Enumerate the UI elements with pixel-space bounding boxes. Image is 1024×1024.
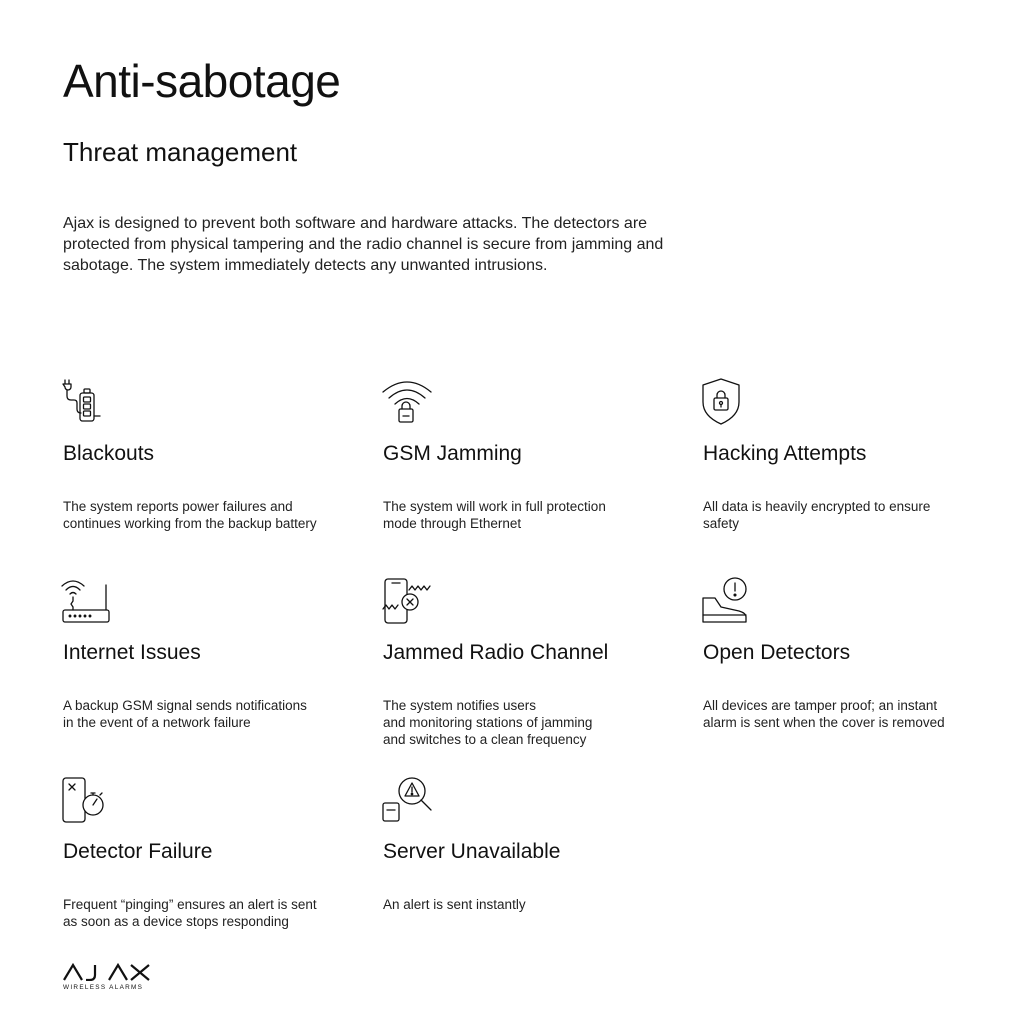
router-icon — [61, 577, 117, 625]
feature-title: Detector Failure — [63, 840, 213, 863]
server-warning-icon — [381, 776, 437, 824]
feature-description: An alert is sent instantly — [383, 897, 526, 912]
phone-stopwatch-icon — [61, 776, 117, 824]
feature-description: Frequent “pinging” ensures an alert is sent as soon as a device stops responding — [63, 897, 317, 929]
feature-title: Open Detectors — [703, 641, 851, 664]
feature-title: Internet Issues — [63, 641, 201, 664]
feature-description: All data is heavily encrypted to ensure safety — [703, 499, 931, 531]
shield-lock-icon — [701, 378, 757, 426]
wifi-lock-icon — [381, 378, 437, 426]
intro-paragraph: Ajax is designed to prevent both software and hardware attacks. The detectors are protected from physical tampering and the radio channel is secure from jamming and sabotage. The system immediately detects any unwanted intrusions. — [63, 215, 664, 274]
feature-description: The system reports power failures and continues working from the backup battery — [63, 499, 317, 531]
feature-description: A backup GSM signal sends notifications in the event of a network failure — [63, 698, 307, 730]
plug-battery-icon — [61, 378, 117, 426]
feature-title: Jammed Radio Channel — [383, 641, 609, 664]
brand-tagline: WIRELESS ALARMS — [63, 984, 144, 991]
feature-title: Hacking Attempts — [703, 442, 867, 465]
feature-title: Blackouts — [63, 442, 155, 465]
phone-signal-error-icon — [381, 577, 437, 625]
feature-description: All devices are tamper proof; an instant alarm is sent when the cover is removed — [703, 698, 945, 730]
feature-description: The system notifies users and monitoring stations of jamming and switches to a clean frequency — [383, 698, 593, 747]
detector-alert-icon — [701, 577, 757, 625]
page-title: Anti-sabotage — [63, 55, 341, 107]
feature-title: GSM Jamming — [383, 442, 522, 465]
page-subtitle: Threat management — [63, 137, 298, 167]
feature-title: Server Unavailable — [383, 840, 561, 863]
ajax-logo — [63, 963, 153, 991]
feature-description: The system will work in full protection mode through Ethernet — [383, 499, 606, 531]
